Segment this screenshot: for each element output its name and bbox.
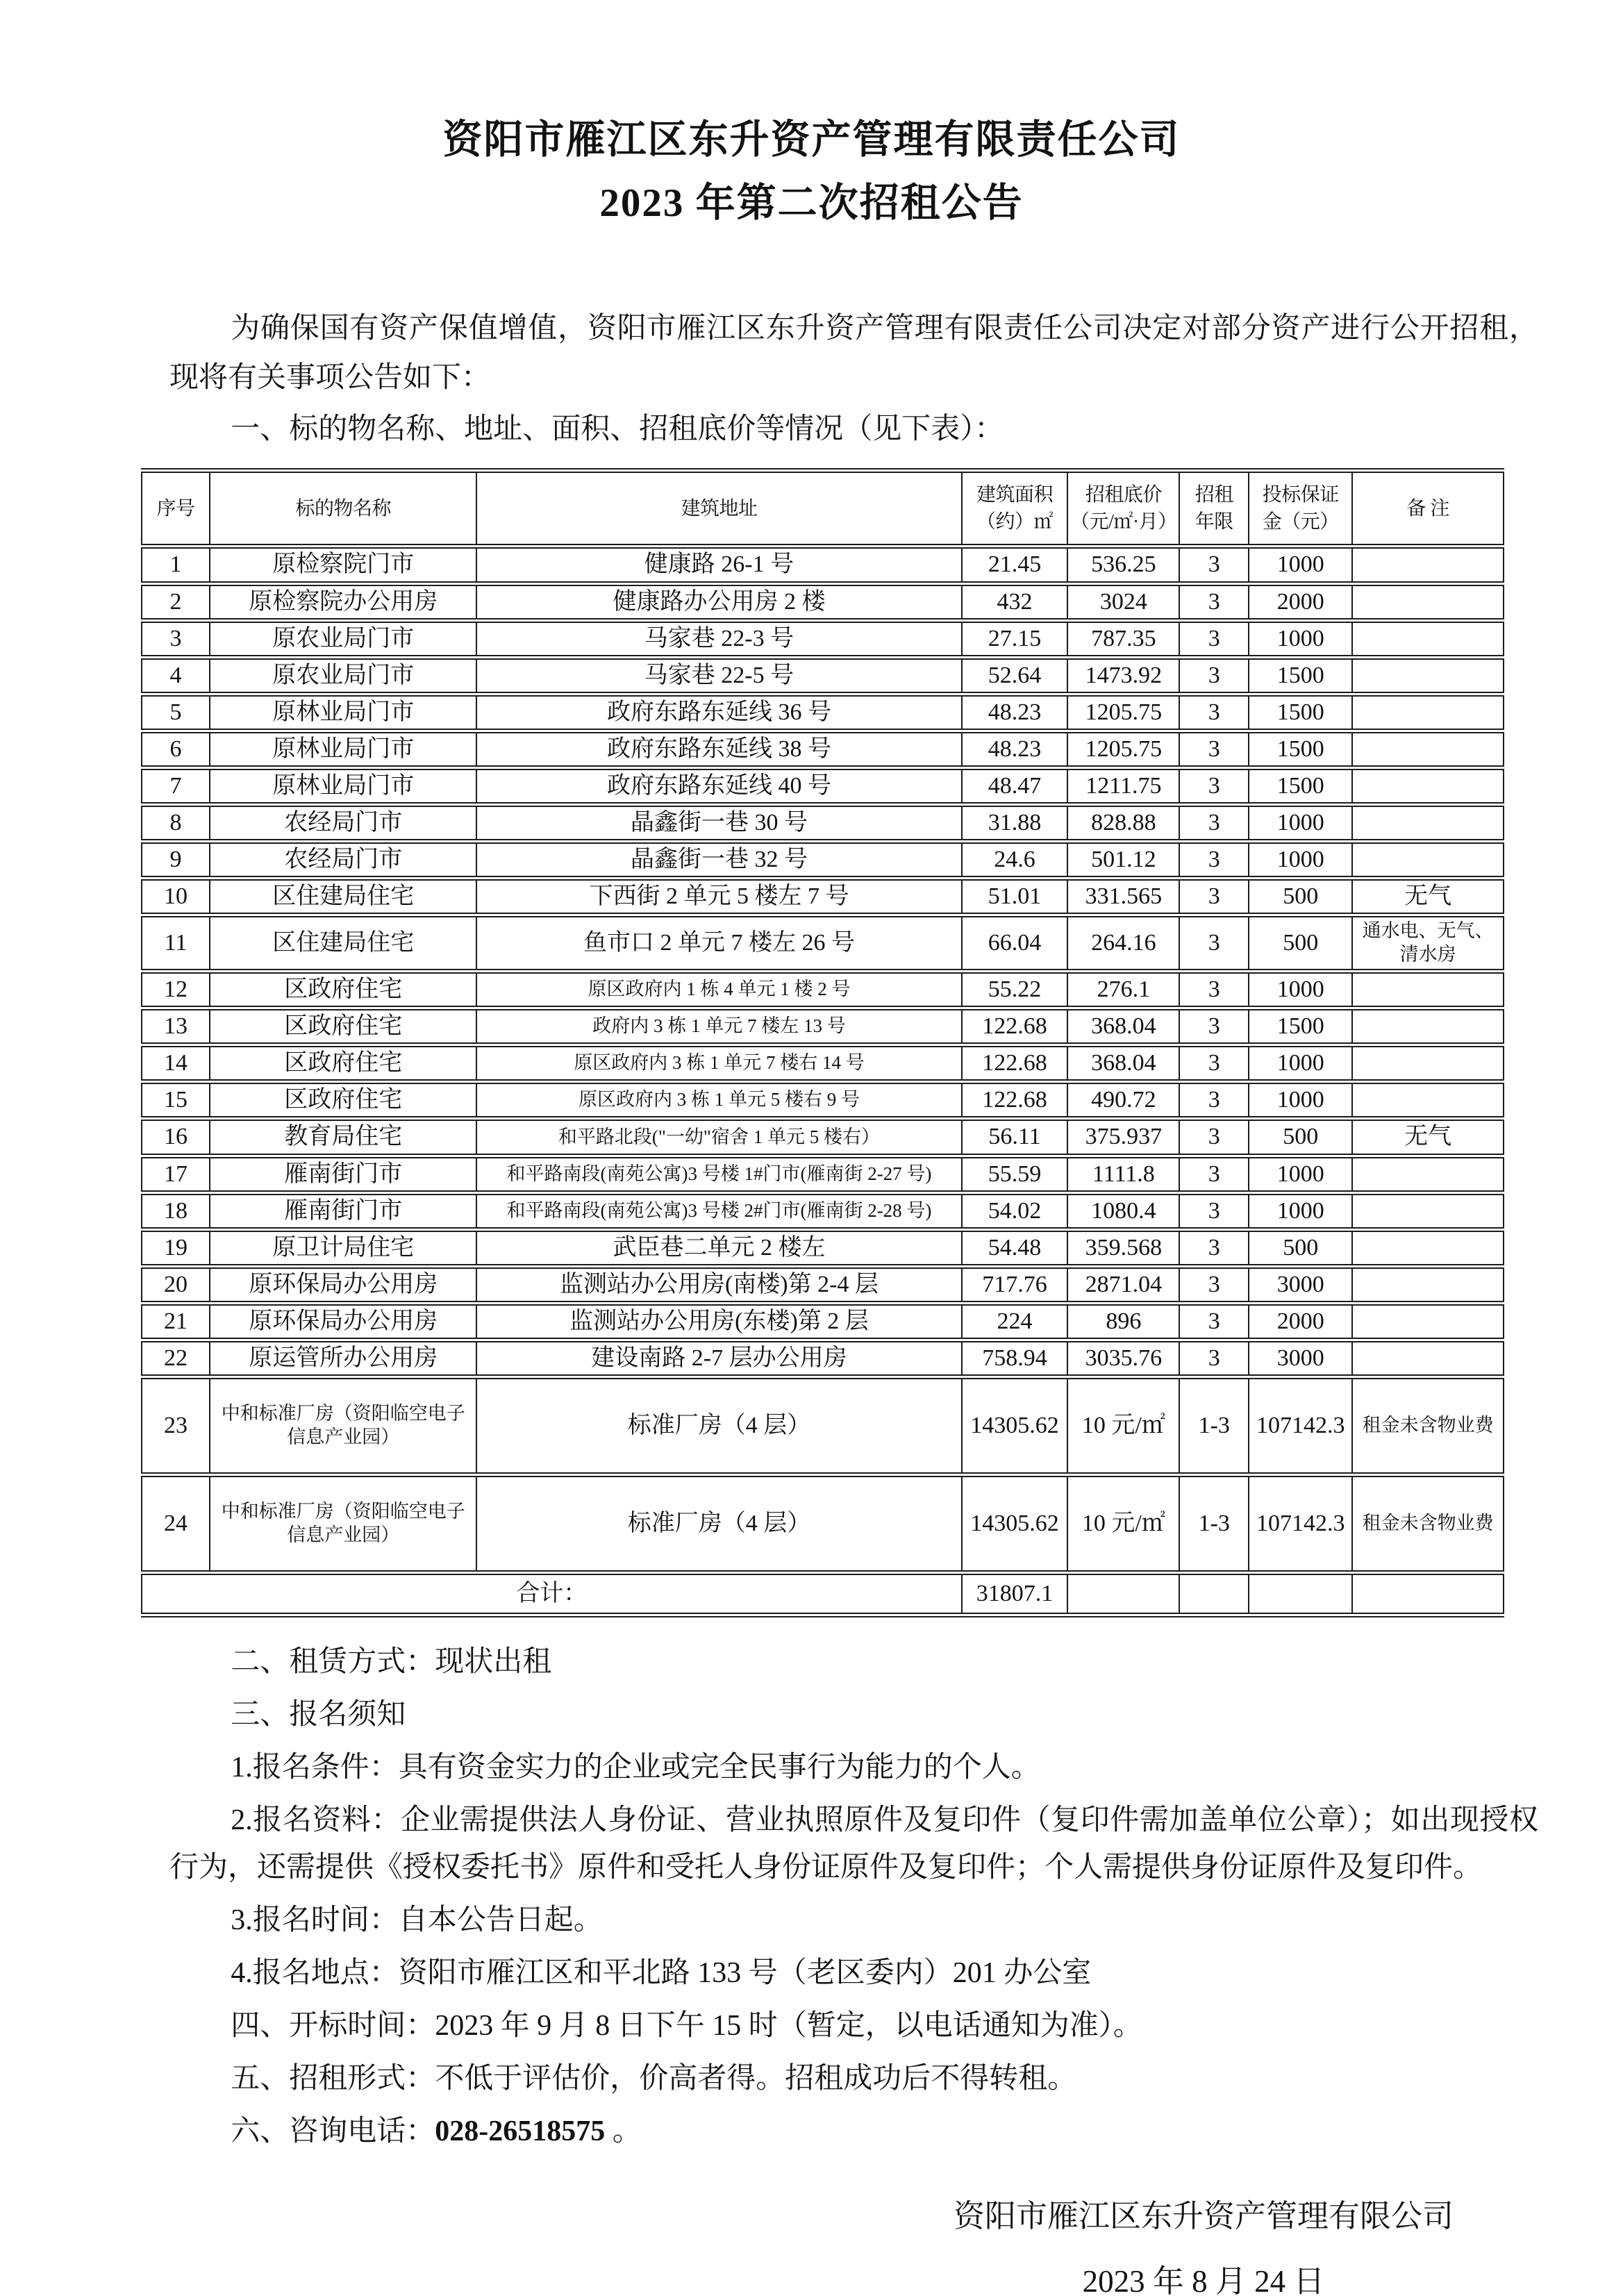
cell-index: 14 (142, 1045, 210, 1082)
cell-years: 3 (1179, 768, 1249, 805)
cell-area: 54.48 (962, 1229, 1068, 1266)
cell-remark (1352, 1082, 1504, 1119)
table-row (142, 915, 1504, 972)
cell-years: 3 (1179, 1119, 1249, 1156)
cell-price: 368.04 (1067, 1045, 1179, 1082)
cell-address: 晶鑫街一巷 30 号 (476, 805, 961, 842)
cell-name: 原农业局门市 (210, 657, 476, 694)
cell-address: 标准厂房（4 层） (476, 1377, 961, 1475)
phone-label: 六、咨询电话： (231, 2115, 435, 2148)
cell-name: 区政府住宅 (210, 1045, 476, 1082)
cell-address: 政府东路东延线 40 号 (476, 768, 961, 805)
section-paragraph: 1.报名条件：具有资金实力的企业或完全民事行为能力的个人。 (231, 1752, 1040, 1784)
cell-area: 432 (962, 583, 1068, 620)
section-paragraph: 四、开标时间：2023 年 9 月 8 日下午 15 时（暂定，以电话通知为准）。 (231, 2010, 1142, 2043)
cell-empty (1352, 1573, 1504, 1615)
cell-price: 264.16 (1067, 915, 1179, 972)
cell-empty (1067, 1573, 1179, 1615)
signature-date: 2023 年 8 月 24 日 (1082, 2264, 1325, 2296)
cell-remark: 租金未含物业费 (1352, 1475, 1504, 1573)
cell-index: 16 (142, 1119, 210, 1156)
cell-address: 监测站办公用房(南楼)第 2-4 层 (476, 1266, 961, 1303)
phone-number: 028-26518575 (435, 2115, 606, 2148)
cell-price: 368.04 (1067, 1008, 1179, 1045)
cell-area: 122.68 (962, 1008, 1068, 1045)
cell-deposit: 500 (1249, 1119, 1352, 1156)
cell-name: 教育局住宅 (210, 1119, 476, 1156)
cell-area: 55.22 (962, 971, 1068, 1008)
cell-name: 区政府住宅 (210, 1082, 476, 1119)
cell-address: 和平路南段(南苑公寓)3 号楼 1#门市(雁南街 2-27 号) (476, 1156, 961, 1192)
cell-name: 原林业局门市 (210, 731, 476, 767)
cell-remark (1352, 1266, 1504, 1303)
cell-name: 原环保局办公用房 (210, 1303, 476, 1340)
cell-deposit: 1500 (1249, 768, 1352, 805)
cell-price: 1205.75 (1067, 694, 1179, 731)
column-header-name: 标的物名称 (210, 471, 476, 547)
cell-index: 9 (142, 842, 210, 879)
cell-area: 48.47 (962, 768, 1068, 805)
intro-paragraph: 为确保国有资产保值增值，资阳市雁江区东升资产管理有限责任公司决定对部分资产进行公开招租，现将有关事项公告如下： (169, 313, 1538, 394)
cell-price: 2871.04 (1067, 1266, 1179, 1303)
column-header-years: 招租 年限 (1179, 471, 1249, 547)
cell-total-area: 31807.1 (962, 1573, 1068, 1615)
cell-name: 雁南街门市 (210, 1156, 476, 1192)
cell-area: 48.23 (962, 731, 1068, 767)
cell-area: 27.15 (962, 620, 1068, 657)
cell-address: 原区政府内 1 栋 4 单元 1 楼 2 号 (476, 971, 961, 1008)
table-row (142, 1082, 1504, 1119)
table-row (142, 657, 1504, 694)
cell-remark (1352, 1229, 1504, 1266)
cell-address: 原区政府内 3 栋 1 单元 5 楼右 9 号 (476, 1082, 961, 1119)
table-row (142, 1475, 1504, 1573)
cell-index: 10 (142, 879, 210, 915)
section-paragraph: 3.报名时间：自本公告日起。 (231, 1904, 603, 1937)
cell-area: 224 (962, 1303, 1068, 1340)
cell-name: 原卫计局住宅 (210, 1229, 476, 1266)
cell-index: 6 (142, 731, 210, 767)
cell-area: 122.68 (962, 1045, 1068, 1082)
cell-years: 3 (1179, 547, 1249, 583)
cell-name: 原运管所办公用房 (210, 1340, 476, 1377)
cell-address: 标准厂房（4 层） (476, 1475, 961, 1573)
cell-area: 48.23 (962, 694, 1068, 731)
cell-address: 武臣巷二单元 2 楼左 (476, 1229, 961, 1266)
cell-address: 马家巷 22-5 号 (476, 657, 961, 694)
cell-years: 3 (1179, 694, 1249, 731)
cell-years: 3 (1179, 583, 1249, 620)
section-paragraph: 2.报名资料：企业需提供法人身份证、营业执照原件及复印件（复印件需加盖单位公章）；如出现授权行为，还需提供《授权委托书》原件和受托人身份证原件及复印件；个人需提供身份证原件及复印件。 (169, 1804, 1538, 1884)
cell-index: 5 (142, 694, 210, 731)
cell-price: 536.25 (1067, 547, 1179, 583)
cell-deposit: 1000 (1249, 620, 1352, 657)
cell-years: 3 (1179, 1082, 1249, 1119)
cell-address: 下西街 2 单元 5 楼左 7 号 (476, 879, 961, 915)
table-row (142, 805, 1504, 842)
cell-index: 12 (142, 971, 210, 1008)
cell-deposit: 1000 (1249, 547, 1352, 583)
cell-index: 17 (142, 1156, 210, 1192)
table-row (142, 971, 1504, 1008)
cell-address: 鱼市口 2 单元 7 楼左 26 号 (476, 915, 961, 972)
cell-address: 建设南路 2-7 层办公用房 (476, 1340, 961, 1377)
section-paragraph: 三、报名须知 (231, 1699, 406, 1731)
cell-price: 276.1 (1067, 971, 1179, 1008)
cell-remark (1352, 805, 1504, 842)
cell-area: 54.02 (962, 1192, 1068, 1229)
cell-deposit: 107142.3 (1249, 1475, 1352, 1573)
cell-deposit: 1000 (1249, 971, 1352, 1008)
table-total-row (142, 1573, 1504, 1615)
cell-address: 政府内 3 栋 1 单元 7 楼左 13 号 (476, 1008, 961, 1045)
cell-price: 501.12 (1067, 842, 1179, 879)
cell-remark (1352, 547, 1504, 583)
cell-years: 1-3 (1179, 1377, 1249, 1475)
cell-price: 896 (1067, 1303, 1179, 1340)
cell-address: 健康路办公用房 2 楼 (476, 583, 961, 620)
title-line-2: 2023 年第二次招租公告 (599, 181, 1024, 226)
cell-remark (1352, 768, 1504, 805)
cell-years: 3 (1179, 1303, 1249, 1340)
cell-price: 10 元/㎡ (1067, 1377, 1179, 1475)
cell-price: 490.72 (1067, 1082, 1179, 1119)
column-header-index: 序号 (142, 471, 210, 547)
column-header-area: 建筑面积 （约）㎡ (962, 471, 1068, 547)
table-row (142, 1340, 1504, 1377)
cell-remark (1352, 1303, 1504, 1340)
property-table (141, 468, 1504, 1617)
table-row (142, 842, 1504, 879)
cell-index: 13 (142, 1008, 210, 1045)
cell-index: 8 (142, 805, 210, 842)
cell-remark (1352, 620, 1504, 657)
cell-deposit: 500 (1249, 879, 1352, 915)
cell-name: 中和标准厂房（资阳临空电子信息产业园） (210, 1377, 476, 1475)
cell-deposit: 2000 (1249, 583, 1352, 620)
cell-name: 原检察院门市 (210, 547, 476, 583)
cell-index: 15 (142, 1082, 210, 1119)
cell-deposit: 500 (1249, 1229, 1352, 1266)
cell-remark (1352, 731, 1504, 767)
table-row (142, 1303, 1504, 1340)
cell-address: 和平路北段("一幼"宿舍 1 单元 5 楼右） (476, 1119, 961, 1156)
cell-index: 11 (142, 915, 210, 972)
section-paragraph: 二、租赁方式：现状出租 (231, 1646, 552, 1679)
cell-price: 3035.76 (1067, 1340, 1179, 1377)
cell-address: 监测站办公用房(东楼)第 2 层 (476, 1303, 961, 1340)
cell-remark (1352, 971, 1504, 1008)
cell-deposit: 1000 (1249, 1045, 1352, 1082)
cell-price: 331.565 (1067, 879, 1179, 915)
cell-index: 4 (142, 657, 210, 694)
table-row (142, 620, 1504, 657)
sections-block (169, 1638, 1538, 2155)
cell-years: 3 (1179, 657, 1249, 694)
column-header-deposit: 投标保证 金（元） (1249, 471, 1352, 547)
cell-index: 20 (142, 1266, 210, 1303)
table-row (142, 1229, 1504, 1266)
cell-price: 3024 (1067, 583, 1179, 620)
signature-company: 资阳市雁江区东升资产管理有限公司 (953, 2198, 1454, 2233)
cell-address: 原区政府内 3 栋 1 单元 7 楼右 14 号 (476, 1045, 961, 1082)
cell-index: 18 (142, 1192, 210, 1229)
cell-name: 农经局门市 (210, 805, 476, 842)
cell-deposit: 1500 (1249, 1008, 1352, 1045)
table-row (142, 547, 1504, 583)
cell-years: 3 (1179, 1266, 1249, 1303)
cell-area: 21.45 (962, 547, 1068, 583)
table-row (142, 879, 1504, 915)
cell-remark: 租金未含物业费 (1352, 1377, 1504, 1475)
cell-index: 22 (142, 1340, 210, 1377)
column-header-price: 招租底价 （元/㎡·月） (1067, 471, 1179, 547)
title-line-1: 资阳市雁江区东升资产管理有限责任公司 (442, 118, 1181, 162)
cell-price: 1473.92 (1067, 657, 1179, 694)
cell-years: 3 (1179, 731, 1249, 767)
cell-deposit: 3000 (1249, 1266, 1352, 1303)
column-header-address: 建筑地址 (476, 471, 961, 547)
cell-deposit: 1500 (1249, 657, 1352, 694)
cell-remark: 无气 (1352, 879, 1504, 915)
cell-name: 区政府住宅 (210, 1008, 476, 1045)
cell-price: 375.937 (1067, 1119, 1179, 1156)
cell-deposit: 500 (1249, 915, 1352, 972)
cell-price: 787.35 (1067, 620, 1179, 657)
cell-area: 51.01 (962, 879, 1068, 915)
cell-area: 52.64 (962, 657, 1068, 694)
cell-deposit: 1000 (1249, 1192, 1352, 1229)
section-paragraph (169, 2108, 1538, 2155)
cell-area: 758.94 (962, 1340, 1068, 1377)
table-row (142, 1192, 1504, 1229)
cell-index: 7 (142, 768, 210, 805)
document-title (0, 0, 1623, 235)
cell-deposit: 1000 (1249, 842, 1352, 879)
phone-suffix: 。 (605, 2115, 642, 2148)
table-row (142, 1377, 1504, 1475)
cell-total-label: 合计： (142, 1573, 962, 1615)
cell-years: 3 (1179, 1192, 1249, 1229)
cell-area: 14305.62 (962, 1377, 1068, 1475)
cell-address: 和平路南段(南苑公寓)3 号楼 2#门市(雁南街 2-28 号) (476, 1192, 961, 1229)
cell-index: 3 (142, 620, 210, 657)
cell-name: 中和标准厂房（资阳临空电子信息产业园） (210, 1475, 476, 1573)
document-body (169, 304, 1538, 454)
cell-area: 24.6 (962, 842, 1068, 879)
cell-price: 828.88 (1067, 805, 1179, 842)
cell-index: 21 (142, 1303, 210, 1340)
cell-empty (1179, 1573, 1249, 1615)
cell-empty (1249, 1573, 1352, 1615)
cell-index: 19 (142, 1229, 210, 1266)
cell-address: 健康路 26-1 号 (476, 547, 961, 583)
cell-address: 政府东路东延线 36 号 (476, 694, 961, 731)
cell-index: 23 (142, 1377, 210, 1475)
cell-years: 3 (1179, 1340, 1249, 1377)
cell-remark (1352, 1156, 1504, 1192)
cell-name: 雁南街门市 (210, 1192, 476, 1229)
table-row (142, 1119, 1504, 1156)
table-row (142, 731, 1504, 767)
cell-remark (1352, 657, 1504, 694)
column-header-remark: 备 注 (1352, 471, 1504, 547)
cell-years: 3 (1179, 1229, 1249, 1266)
cell-area: 717.76 (962, 1266, 1068, 1303)
cell-deposit: 1500 (1249, 694, 1352, 731)
table-row (142, 1156, 1504, 1192)
table-row (142, 1008, 1504, 1045)
cell-name: 原林业局门市 (210, 768, 476, 805)
cell-years: 3 (1179, 879, 1249, 915)
cell-deposit: 2000 (1249, 1303, 1352, 1340)
cell-price: 1111.8 (1067, 1156, 1179, 1192)
cell-name: 原林业局门市 (210, 694, 476, 731)
section-paragraph: 五、招租形式：不低于评估价，价高者得。招租成功后不得转租。 (231, 2063, 1077, 2095)
cell-deposit: 1000 (1249, 805, 1352, 842)
section-paragraph: 4.报名地点：资阳市雁江区和平北路 133 号（老区委内）201 办公室 (231, 1957, 1092, 1990)
cell-address: 马家巷 22-3 号 (476, 620, 961, 657)
cell-remark (1352, 694, 1504, 731)
cell-years: 3 (1179, 1008, 1249, 1045)
cell-deposit: 1500 (1249, 731, 1352, 767)
table-row (142, 1266, 1504, 1303)
table-row (142, 694, 1504, 731)
cell-remark (1352, 1192, 1504, 1229)
cell-remark (1352, 842, 1504, 879)
cell-price: 359.568 (1067, 1229, 1179, 1266)
cell-years: 3 (1179, 842, 1249, 879)
cell-index: 1 (142, 547, 210, 583)
cell-years: 3 (1179, 1156, 1249, 1192)
cell-address: 晶鑫街一巷 32 号 (476, 842, 961, 879)
cell-area: 14305.62 (962, 1475, 1068, 1573)
cell-deposit: 107142.3 (1249, 1377, 1352, 1475)
table-header-row (142, 471, 1504, 547)
table-row (142, 1045, 1504, 1082)
table-row (142, 583, 1504, 620)
cell-remark: 通水电、无气、清水房 (1352, 915, 1504, 972)
signature-block (954, 2196, 1454, 2296)
section-1-heading: 一、标的物名称、地址、面积、招租底价等情况（见下表）： (231, 413, 1004, 446)
cell-price: 10 元/㎡ (1067, 1475, 1179, 1573)
cell-remark (1352, 1008, 1504, 1045)
cell-name: 区政府住宅 (210, 971, 476, 1008)
cell-deposit: 3000 (1249, 1340, 1352, 1377)
cell-area: 66.04 (962, 915, 1068, 972)
cell-name: 原检察院办公用房 (210, 583, 476, 620)
cell-price: 1205.75 (1067, 731, 1179, 767)
cell-name: 原环保局办公用房 (210, 1266, 476, 1303)
cell-address: 政府东路东延线 38 号 (476, 731, 961, 767)
cell-years: 1-3 (1179, 1475, 1249, 1573)
cell-index: 2 (142, 583, 210, 620)
cell-area: 56.11 (962, 1119, 1068, 1156)
table-row (142, 768, 1504, 805)
cell-price: 1211.75 (1067, 768, 1179, 805)
cell-name: 原农业局门市 (210, 620, 476, 657)
cell-years: 3 (1179, 1045, 1249, 1082)
cell-remark (1352, 1340, 1504, 1377)
cell-name: 区住建局住宅 (210, 879, 476, 915)
cell-remark: 无气 (1352, 1119, 1504, 1156)
cell-years: 3 (1179, 620, 1249, 657)
cell-area: 122.68 (962, 1082, 1068, 1119)
cell-years: 3 (1179, 971, 1249, 1008)
cell-name: 农经局门市 (210, 842, 476, 879)
cell-price: 1080.4 (1067, 1192, 1179, 1229)
cell-area: 55.59 (962, 1156, 1068, 1192)
cell-deposit: 1000 (1249, 1156, 1352, 1192)
cell-name: 区住建局住宅 (210, 915, 476, 972)
cell-remark (1352, 1045, 1504, 1082)
cell-years: 3 (1179, 915, 1249, 972)
cell-years: 3 (1179, 805, 1249, 842)
cell-area: 31.88 (962, 805, 1068, 842)
cell-index: 24 (142, 1475, 210, 1573)
cell-deposit: 1000 (1249, 1082, 1352, 1119)
cell-remark (1352, 583, 1504, 620)
